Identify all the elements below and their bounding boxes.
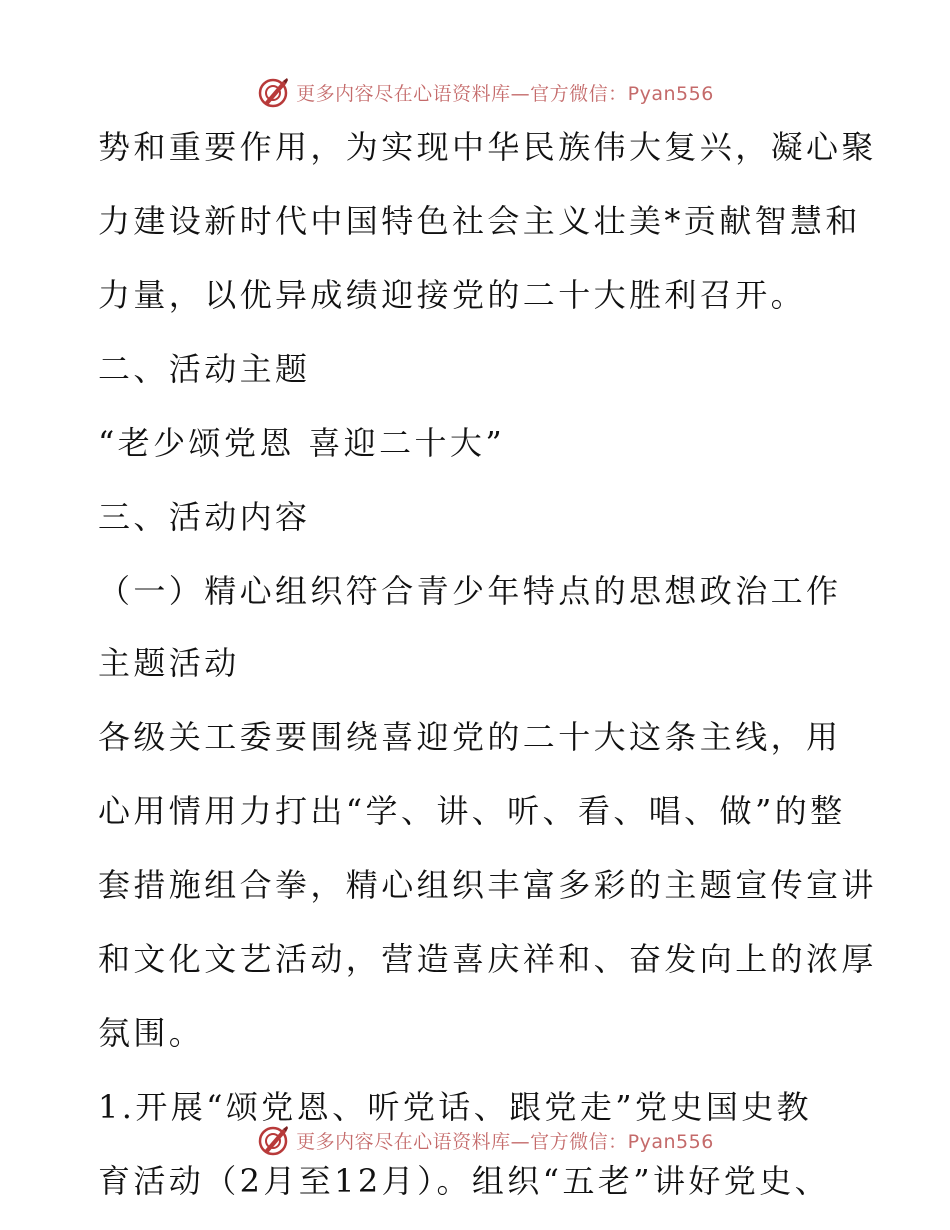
watermark-text: 更多内容尽在心语资料库—官方微信：Pyan556	[296, 1130, 714, 1153]
pen-logo-icon	[256, 1123, 290, 1157]
text-line: 力量，以优异成绩迎接党的二十大胜利召开。	[98, 276, 807, 314]
section-heading-content: 三、活动内容	[98, 498, 311, 536]
text-line: 心用情用力打出“学、讲、听、看、唱、做”的整	[98, 792, 846, 830]
text-line: 套措施组合拳，精心组织丰富多彩的主题宣传宣讲	[98, 866, 877, 904]
theme-slogan: “老少颂党恩 喜迎二十大”	[98, 424, 506, 462]
text-line: （一）精心组织符合青少年特点的思想政治工作	[98, 572, 842, 610]
footer-watermark	[0, 1120, 950, 1160]
pen-logo-icon	[256, 75, 290, 109]
section-heading-theme: 二、活动主题	[98, 350, 311, 388]
text-line: 力建设新时代中国特色社会主义壮美*贡献智慧和	[98, 202, 861, 240]
text-line: 和文化文艺活动，营造喜庆祥和、奋发向上的浓厚	[98, 940, 877, 978]
text-line: 1.开展“颂党恩、听党话、跟党走”党史国史教	[98, 1088, 813, 1126]
text-line: 氛围。	[98, 1014, 205, 1052]
watermark-text: 更多内容尽在心语资料库—官方微信：Pyan556	[296, 82, 714, 105]
paragraph-intro-continued	[98, 122, 877, 320]
paragraph-activities	[98, 712, 877, 1058]
subsection-heading	[98, 566, 858, 688]
text-line: 主题活动	[98, 644, 240, 682]
text-line: 育活动（2月至12月）。组织“五老”讲好党史、	[98, 1162, 830, 1200]
text-line: 势和重要作用，为实现中华民族伟大复兴，凝心聚	[98, 128, 877, 166]
text-line: 各级关工委要围绕喜迎党的二十大这条主线，用	[98, 718, 842, 756]
header-watermark	[0, 72, 950, 112]
document-body	[98, 122, 877, 1206]
